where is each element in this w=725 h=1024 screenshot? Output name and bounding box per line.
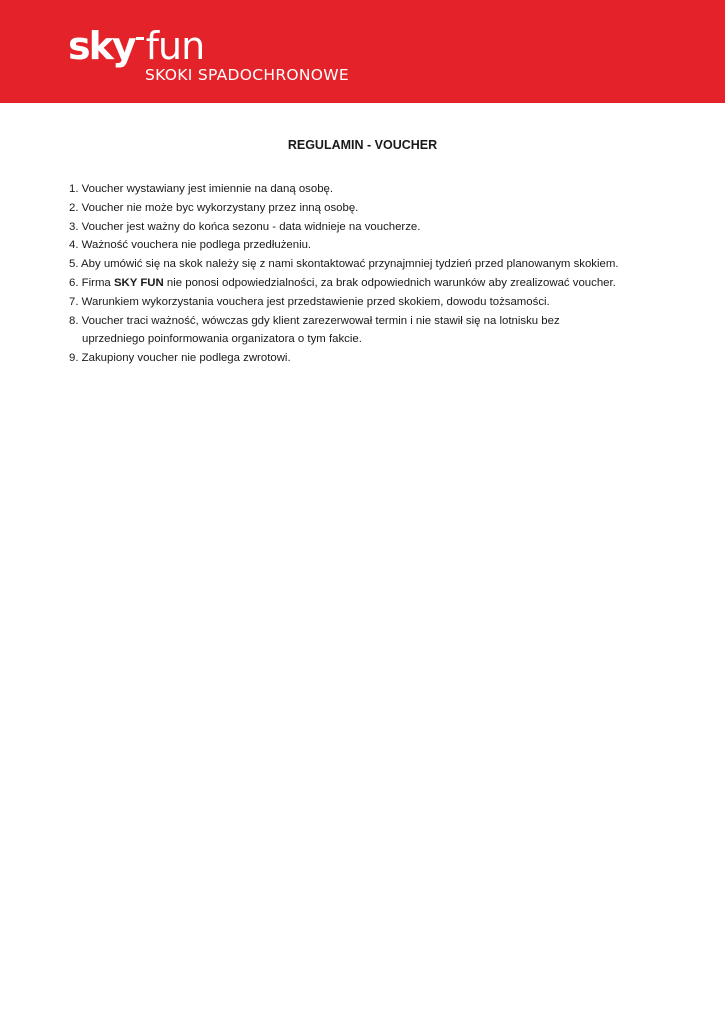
rule-item-8 bbox=[69, 312, 669, 350]
rule-text: 9. Zakupiony voucher nie podlega zwrotowi. bbox=[69, 352, 291, 365]
rule-text: 2. Voucher nie może byc wykorzystany przez inną osobę. bbox=[69, 201, 359, 214]
rule-text: 5. Aby umówić się na skok należy się z nami skontaktować przynajmniej tydzień przed planowanym skokiem. bbox=[69, 258, 619, 271]
logo-fun-text: fun bbox=[145, 24, 205, 68]
rule-item-3 bbox=[69, 218, 669, 237]
logo-dash-mark bbox=[136, 37, 144, 40]
rule-text-prefix: 6. Firma bbox=[69, 276, 114, 289]
rule-text: 8. Voucher traci ważność, wówczas gdy klient zarezerwował termin i nie stawił się na lotnisku bez bbox=[69, 314, 560, 327]
document-title: REGULAMIN - VOUCHER bbox=[287, 138, 438, 152]
rule-item-9 bbox=[69, 349, 669, 368]
rule-item-5 bbox=[69, 255, 669, 274]
company-name: SKY FUN bbox=[113, 276, 164, 289]
rule-item-1 bbox=[69, 180, 669, 199]
rule-item-7 bbox=[69, 293, 669, 312]
rule-text: 4. Ważność vouchera nie podlega przedłużeniu. bbox=[69, 239, 312, 252]
skyfun-logo bbox=[68, 24, 350, 88]
logo-sky-text: sky bbox=[68, 24, 135, 68]
rule-text-continuation: uprzedniego poinformowania organizatora o tym fakcie. bbox=[82, 333, 362, 346]
header-band bbox=[0, 0, 725, 103]
rule-text: 3. Voucher jest ważny do końca sezonu - data widnieje na voucherze. bbox=[69, 220, 421, 233]
rules-list bbox=[69, 180, 669, 368]
rule-text-suffix: nie ponosi odpowiedzialności, za brak odpowiednich warunków aby zrealizować voucher. bbox=[163, 276, 616, 289]
rule-item-6 bbox=[69, 274, 669, 293]
logo-wordmark bbox=[68, 24, 204, 68]
rule-text: 7. Warunkiem wykorzystania vouchera jest przedstawienie przed skokiem, dowodu tożsamości. bbox=[69, 295, 550, 308]
rule-item-2 bbox=[69, 199, 669, 218]
rule-text: 1. Voucher wystawiany jest imiennie na daną osobę. bbox=[69, 183, 334, 195]
logo-subtitle: SKOKI SPADOCHRONOWE bbox=[145, 66, 350, 84]
rule-item-4 bbox=[69, 236, 669, 255]
